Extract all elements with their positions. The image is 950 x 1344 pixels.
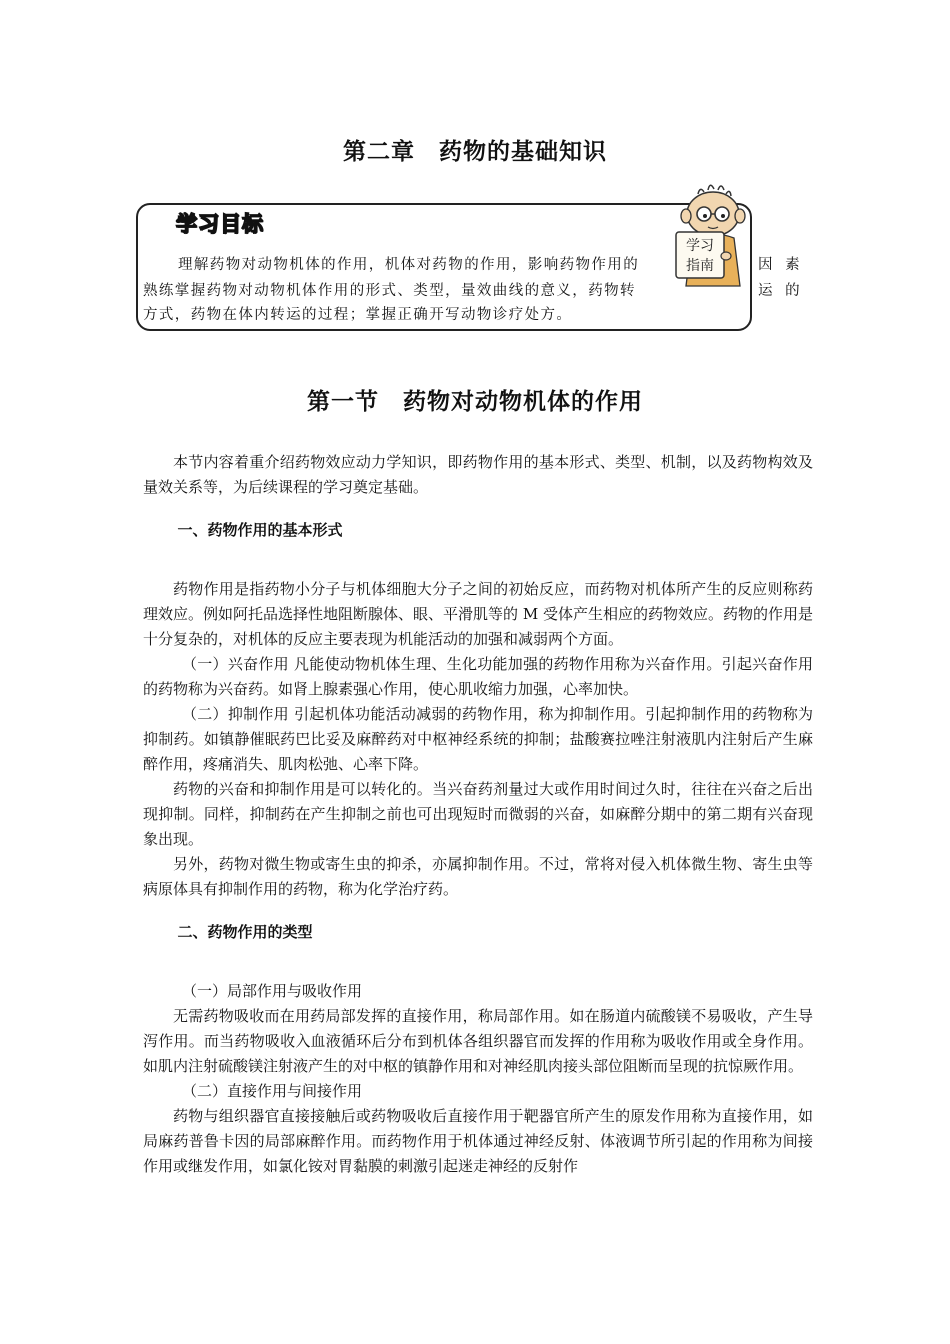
objective-line-1-tail: 因 素 [758,253,804,274]
part1-paragraph-inhibition: （二）抑制作用 引起机体功能活动减弱的药物作用，称为抑制作用。引起抑制作用的药物称为抑制药。如镇静催眠药巴比妥及麻醉药对中枢神经系统的抑制；盐酸赛拉唑注射液肌内注射后产生麻醉作用，疼痛消失、肌肉松弛、心率下降。 [143,705,813,773]
part1-paragraph-5: 另外，药物对微生物或寄生虫的抑杀，亦属抑制作用。不过，常将对侵入机体微生物、寄生虫等病原体具有抑制作用的药物，称为化学治疗药。 [143,855,813,898]
objective-line-2-tail: 运 的 [758,279,804,300]
section-body [143,450,813,1179]
part1-heading: 一、药物作用的基本形式 [177,521,343,539]
objective-line-3: 方式，药物在体内转运的过程；掌握正确开写动物诊疗处方。 [143,303,572,324]
mascot-sign-line-2: 指南 [686,258,714,274]
part2-paragraph-2: 药物与组织器官直接接触后或药物吸收后直接作用于靶器官所产生的原发作用称为直接作用，如局麻药普鲁卡因的局部麻醉作用。而药物作用于机体通过神经反射、体液调节所引起的作用称为间接作用或继发作用，如氯化铵对胃黏膜的刺激引起迷走神经的反射作 [143,1107,813,1175]
chapter-title: 第二章 药物的基础知识 [343,139,607,165]
part1-paragraph-1: 药物作用是指药物小分子与机体细胞大分子之间的初始反应，而药物对机体所产生的反应则称药理效应。例如阿托品选择性地阻断腺体、眼、平滑肌等的 M 受体产生相应的药物效应。药物的作用是十分复杂的，对机体的反应主要表现为机能活动的加强和减弱两个方面。 [143,580,813,648]
objective-line-2: 熟练掌握药物对动物机体作用的形式、类型，量效曲线的意义，药物转 [143,279,636,300]
part1-paragraph-excitation: （一）兴奋作用 凡能使动物机体生理、生化功能加强的药物作用称为兴奋作用。引起兴奋作用的药物称为兴奋药。如肾上腺素强心作用，使心肌收缩力加强，心率加快。 [143,655,813,698]
section-title: 第一节 药物对动物机体的作用 [307,389,643,415]
part1-paragraph-4: 药物的兴奋和抑制作用是可以转化的。当兴奋药剂量过大或作用时间过久时，往往在兴奋之后出现抑制。同样，抑制药在产生抑制之前也可出现短时而微弱的兴奋，如麻醉分期中的第二期有兴奋现象出现。 [143,780,813,848]
mascot-sign-line-1: 学习 [686,238,714,254]
part2-heading: 二、药物作用的类型 [177,923,313,941]
part2-paragraph-1: 无需药物吸收而在用药局部发挥的直接作用，称局部作用。如在肠道内硫酸镁不易吸收，产生导泻作用。而当药物吸收入血液循环后分布到机体各组织器官而发挥的作用称为吸收作用或全身作用。如肌内注射硫酸镁注射液产生的对中枢的镇静作用和对神经肌肉接头部位阻断而呈现的抗惊厥作用。 [143,1007,813,1075]
learning-objectives-heading: 学习目标 [176,212,264,236]
part2-subheading-1: （一）局部作用与吸收作用 [182,982,363,1000]
objective-line-1: 理解药物对动物机体的作用，机体对药物的作用，影响药物作用的 [178,253,639,274]
study-guide-mascot-icon [668,180,758,290]
section-intro: 本节内容着重介绍药物效应动力学知识，即药物作用的基本形式、类型、机制，以及药物构效及量效关系等，为后续课程的学习奠定基础。 [143,453,813,496]
part2-subheading-2: （二）直接作用与间接作用 [182,1082,363,1100]
